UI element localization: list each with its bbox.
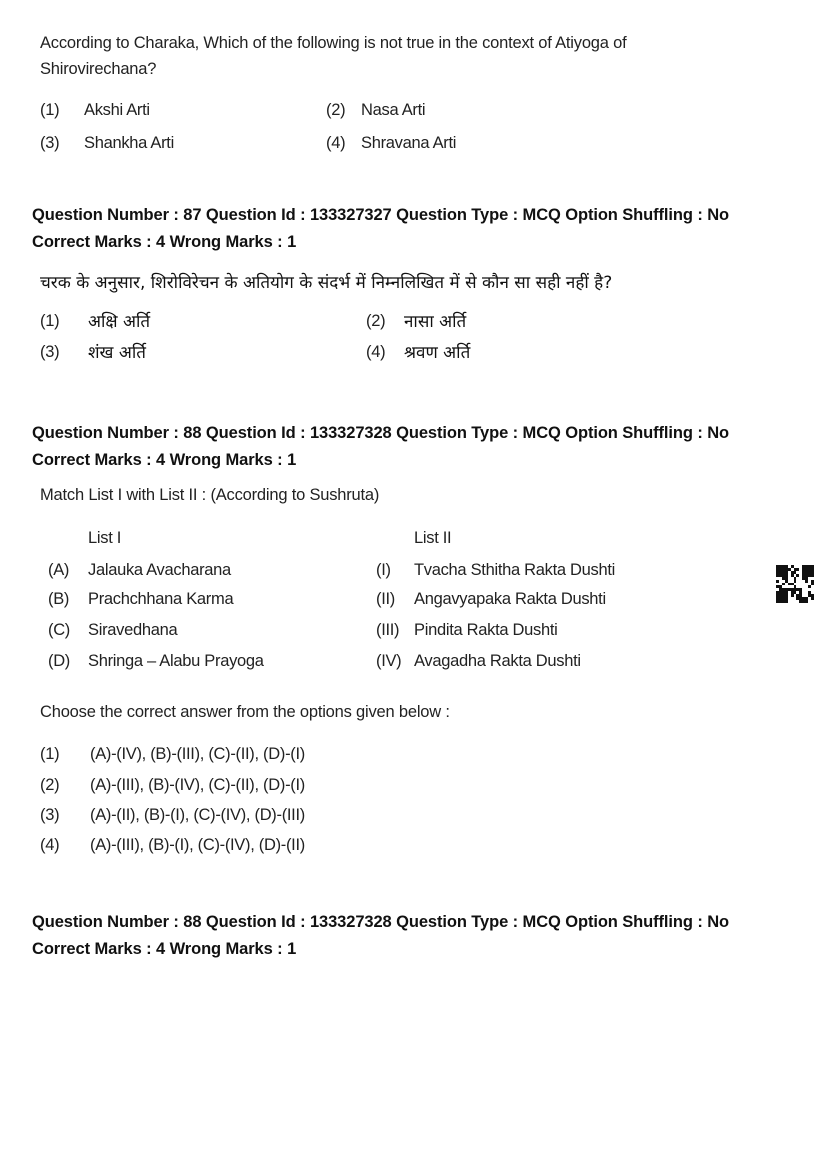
q88-list2-iii-text: Pindita Rakta Dushti bbox=[414, 621, 558, 639]
q86-question-line1: According to Charaka, Which of the following is not true in the context of Atiyoga of bbox=[40, 34, 627, 52]
q88-list1-a-text: Jalauka Avacharana bbox=[88, 561, 231, 579]
q88-list1-b-text: Prachchhana Karma bbox=[88, 590, 234, 608]
q87-header-line2: Correct Marks : 4 Wrong Marks : 1 bbox=[32, 233, 297, 251]
q88-list2-i-text: Tvacha Sthitha Rakta Dushti bbox=[414, 561, 616, 579]
q88-repeat-header-line2: Correct Marks : 4 Wrong Marks : 1 bbox=[32, 940, 297, 958]
q88-list1-b-key: (B) bbox=[48, 590, 70, 608]
q88-list2-i-key: (I) bbox=[376, 561, 391, 579]
q86-option-1-num: (1) bbox=[40, 101, 60, 119]
q88-option-4-num: (4) bbox=[40, 836, 60, 854]
q88-repeat-header-line1: Question Number : 88 Question Id : 133327328 Question Type : MCQ Option Shuffling : No bbox=[32, 913, 730, 931]
q87-option-3-num: (3) bbox=[40, 343, 60, 361]
q86-option-2-num: (2) bbox=[326, 101, 346, 119]
q86-option-3-text: Shankha Arti bbox=[84, 134, 174, 152]
q87-question: चरक के अनुसार, शिरोविरेचन के अतियोग के संदर्भ में निम्नलिखित में से कौन सा सही नहीं है? bbox=[40, 273, 613, 293]
q88-question: Match List I with List II : (According to Sushruta) bbox=[40, 486, 380, 504]
q87-option-3-text: शंख अर्ति bbox=[88, 343, 146, 363]
q88-option-1-text: (A)-(IV), (B)-(III), (C)-(II), (D)-(I) bbox=[90, 745, 305, 763]
q87-option-4-num: (4) bbox=[366, 343, 386, 361]
q88-list1-a-key: (A) bbox=[48, 561, 70, 579]
q86-option-3-num: (3) bbox=[40, 134, 60, 152]
q88-list2-iv-text: Avagadha Rakta Dushti bbox=[414, 652, 581, 670]
q87-option-2-num: (2) bbox=[366, 312, 386, 330]
q88-list1-d-key: (D) bbox=[48, 652, 71, 670]
q88-option-2-num: (2) bbox=[40, 776, 60, 794]
q88-list2-ii-text: Angavyapaka Rakta Dushti bbox=[414, 590, 606, 608]
q88-list2-iii-key: (III) bbox=[376, 621, 400, 639]
q87-option-1-text: अक्षि अर्ति bbox=[88, 312, 151, 332]
q87-option-1-num: (1) bbox=[40, 312, 60, 330]
qr-code-icon bbox=[776, 565, 814, 603]
q86-option-1-text: Akshi Arti bbox=[84, 101, 150, 119]
q88-option-3-num: (3) bbox=[40, 806, 60, 824]
q88-list1-c-text: Siravedhana bbox=[88, 621, 178, 639]
q88-list1-c-key: (C) bbox=[48, 621, 71, 639]
q86-option-4-num: (4) bbox=[326, 134, 346, 152]
q88-list2-iv-key: (IV) bbox=[376, 652, 402, 670]
q88-choose-text: Choose the correct answer from the options given below : bbox=[40, 703, 450, 721]
q88-option-1-num: (1) bbox=[40, 745, 60, 763]
q86-question-line2: Shirovirechana? bbox=[40, 60, 157, 78]
q88-header-line2: Correct Marks : 4 Wrong Marks : 1 bbox=[32, 451, 297, 469]
q87-option-4-text: श्रवण अर्ति bbox=[404, 343, 471, 363]
q87-header-line1: Question Number : 87 Question Id : 133327327 Question Type : MCQ Option Shuffling : No bbox=[32, 206, 730, 224]
q88-list2-title: List II bbox=[414, 529, 452, 547]
q88-option-3-text: (A)-(II), (B)-(I), (C)-(IV), (D)-(III) bbox=[90, 806, 305, 824]
q88-list1-d-text: Shringa – Alabu Prayoga bbox=[88, 652, 264, 670]
q88-option-2-text: (A)-(III), (B)-(IV), (C)-(II), (D)-(I) bbox=[90, 776, 305, 794]
q88-option-4-text: (A)-(III), (B)-(I), (C)-(IV), (D)-(II) bbox=[90, 836, 305, 854]
q88-header-line1: Question Number : 88 Question Id : 133327328 Question Type : MCQ Option Shuffling : No bbox=[32, 424, 730, 442]
q88-list2-ii-key: (II) bbox=[376, 590, 395, 608]
q86-option-2-text: Nasa Arti bbox=[361, 101, 426, 119]
q86-option-4-text: Shravana Arti bbox=[361, 134, 457, 152]
q87-option-2-text: नासा अर्ति bbox=[404, 312, 467, 332]
q88-list1-title: List I bbox=[88, 529, 122, 547]
